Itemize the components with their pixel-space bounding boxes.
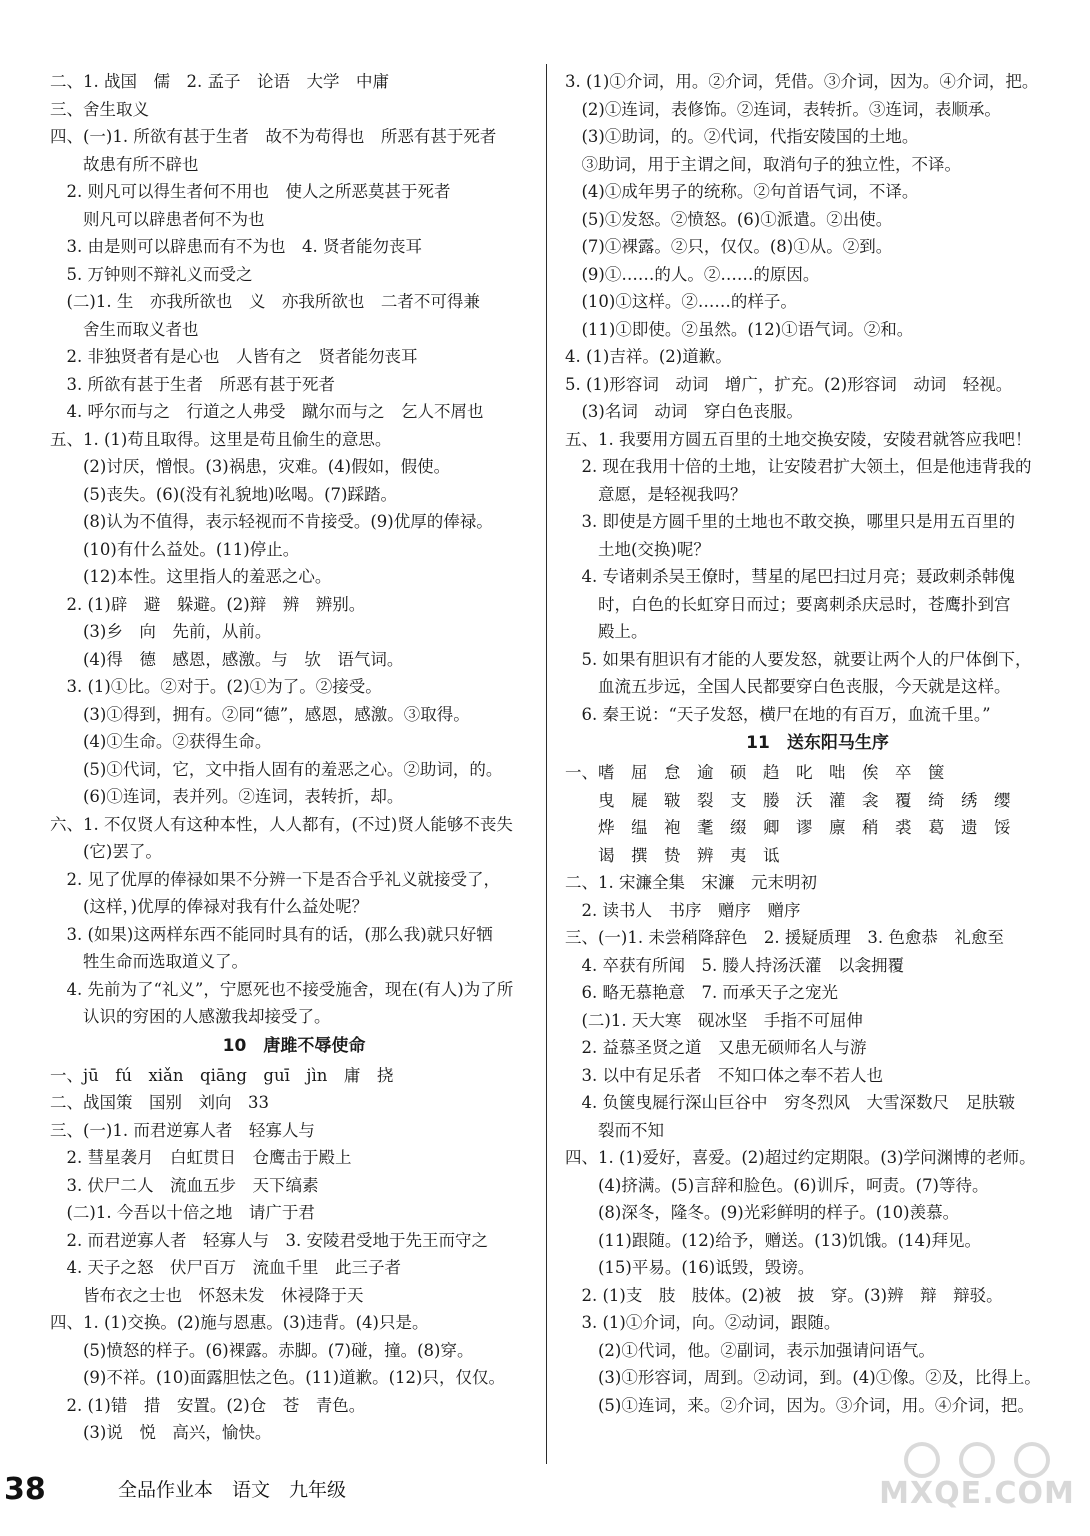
answer-line: 四、1. (1)交换。(2)施与恩惠。(3)违背。(4)只是。 xyxy=(50,1313,429,1332)
answer-line: (5)①连词，来。②介词，因为。③介词，用。④介词，把。 xyxy=(565,1395,1034,1415)
answer-line: 谒 撰 贽 辨 夷 诋 xyxy=(565,845,780,865)
answer-line: 皆布衣之士也 怀怒未发 休祲降于天 xyxy=(50,1285,364,1305)
answer-line: 4. 天子之怒 伏尸百万 流血千里 此三子者 xyxy=(50,1258,401,1277)
answer-line: (二)1. 生 亦我所欲也 义 亦我所欲也 二者不可得兼 xyxy=(50,292,480,311)
answer-line: 5. 如果有胆识有才能的人要发怒，就要让两个人的尸体倒下， xyxy=(565,649,1032,669)
answer-line: 四、1. (1)爱好，喜爱。(2)超过约定期限。(3)学问渊博的老师。 xyxy=(565,1148,1036,1167)
answer-line: 5. 万钟则不辩礼义而受之 xyxy=(50,264,253,284)
page-number: 38 xyxy=(4,1472,46,1507)
answer-line: 裂而不知 xyxy=(565,1120,664,1140)
answer-line: (11)跟随。(12)给予，赠送。(13)饥饿。(14)拜见。 xyxy=(565,1230,981,1250)
answer-line: 2. (1)错 措 安置。(2)仓 苍 青色。 xyxy=(50,1395,366,1415)
answer-line: (6)①连词，表并列。②连词，表转折，却。 xyxy=(50,787,404,806)
answer-line: 一、嗜 屈 怠 逾 硕 趋 叱 咄 俟 卒 箧 xyxy=(565,763,945,782)
answer-line: 4. 呼尔而与之 行道之人弗受 蹴尔而与之 乞人不屑也 xyxy=(50,402,484,421)
column-divider xyxy=(546,64,547,1464)
answer-line: 二、1. 宋濂全集 宋濂 元末明初 xyxy=(565,873,817,892)
answer-line: 故患有所不辟也 xyxy=(50,154,199,174)
answer-line: 2. 益慕圣贤之道 又患无硕师名人与游 xyxy=(565,1038,867,1057)
answer-line: 意愿，是轻视我吗？ xyxy=(565,484,747,504)
answer-line: (2)①代词，他。②副词，表示加强请问语气。 xyxy=(565,1340,935,1360)
answer-line: 2. (1)辟 避 躲避。(2)辩 辨 辨别。 xyxy=(50,594,366,614)
answer-line: 2. 则凡可以得生者何不用也 使人之所恶莫甚于死者 xyxy=(50,182,451,201)
answer-line: 五、1. 我要用方圆五百里的土地交换安陵，安陵君就答应我吧！ xyxy=(565,429,1032,449)
section-title: 10 唐雎不辱使命 xyxy=(222,1035,366,1056)
answer-line: (3)乡 向 先前，从前。 xyxy=(50,622,272,641)
answer-line: (8)深冬，隆冬。(9)光彩鲜明的样子。(10)羡慕。 xyxy=(565,1203,960,1222)
answer-line: (这样，)优厚的俸禄对我有什么益处呢？ xyxy=(50,897,369,916)
book-title: 全品作业本 语文 九年级 xyxy=(118,1479,347,1501)
left-column xyxy=(50,68,538,1447)
answer-line: (5)①发怒。②愤怒。(6)①派遣。②出使。 xyxy=(565,209,893,229)
answer-line: 血流五步远，全国人民都要穿白色丧服，今天就是这样。 xyxy=(565,677,1011,696)
answer-line: (4)①生命。②获得生命。 xyxy=(50,732,272,751)
answer-line: 6. 秦王说：“天子发怒，横尸在地的有百万，血流千里。” xyxy=(565,704,991,724)
answer-line: 3. (1)①介词，用。②介词，凭借。③介词，因为。④介词，把。 xyxy=(565,72,1039,91)
right-column xyxy=(565,68,1070,1419)
answer-line: (5)丧失。(6)(没有礼貌地)吆喝。(7)踩踏。 xyxy=(50,484,397,504)
answer-line: 则凡可以辟患者何不为也 xyxy=(50,209,265,229)
answer-line: 2. (1)支 肢 肢体。(2)被 披 穿。(3)辨 辩 辩驳。 xyxy=(565,1285,1003,1305)
answer-line: 3. (1)①比。②对于。(2)①为了。②接受。 xyxy=(50,677,382,696)
answer-line: (4)得 德 感恩，感激。与 欤 语气词。 xyxy=(50,649,404,669)
answer-line: 4. (1)吉祥。(2)道歉。 xyxy=(565,347,732,366)
answer-line: 5. (1)形容词 动词 增广，扩充。(2)形容词 动词 轻视。 xyxy=(565,374,1013,394)
answer-line: 2. 读书人 书序 赠序 赠序 xyxy=(565,900,801,920)
answer-line: (10)有什么益处。(11)停止。 xyxy=(50,539,300,559)
answer-line: 2. 见了优厚的俸禄如果不分辨一下是否合乎礼义就接受了， xyxy=(50,869,500,889)
answer-line: 2. 而君逆寡人者 轻寡人与 3. 安陵君受地于先王而守之 xyxy=(50,1230,488,1250)
answer-line: (3)①得到，拥有。②同“德”，感恩，感激。③取得。 xyxy=(50,704,470,724)
answer-line: 牲生命而选取道义了。 xyxy=(50,952,248,971)
answer-line: 五、1. (1)苟且取得。这里是苟且偷生的意思。 xyxy=(50,429,392,449)
answer-line: (它)罢了。 xyxy=(50,842,162,861)
watermark-seal-icon xyxy=(872,1440,1082,1480)
answer-line: (2)讨厌，憎恨。(3)祸患，灾难。(4)假如，假使。 xyxy=(50,457,451,476)
answer-line: 二、战国策 国别 刘向 33 xyxy=(50,1093,269,1112)
answer-line: ③助词，用于主谓之间，取消句子的独立性，不译。 xyxy=(565,154,961,174)
answer-line: (4)①成年男子的统称。②句首语气词，不译。 xyxy=(565,182,919,201)
answer-line: (10)①这样。②……的样子。 xyxy=(565,292,797,311)
answer-line: (9)不祥。(10)面露胆怯之色。(11)道歉。(12)只，仅仅。 xyxy=(50,1368,505,1387)
answer-line: 4. 卒获有所闻 5. 媵人持汤沃灌 以衾拥覆 xyxy=(565,955,904,975)
answer-line: 曳 屣 皲 裂 支 媵 沃 灌 衾 覆 绮 绣 缨 xyxy=(565,790,1011,810)
answer-line: 土地(交换)呢？ xyxy=(565,539,710,559)
answer-line: 舍生而取义者也 xyxy=(50,319,199,339)
answer-line: 二、1. 战国 儒 2. 孟子 论语 大学 中庸 xyxy=(50,72,389,91)
answer-line: 三、(一)1. 而君逆寡人者 轻寡人与 xyxy=(50,1120,315,1140)
answer-line: 4. 先前为了“礼义”，宁愿死也不接受施舍，现在(有人)为了所 xyxy=(50,979,514,999)
answer-line: 认识的穷困的人感激我却接受了。 xyxy=(50,1007,331,1026)
answer-line: (3)说 悦 高兴，愉快。 xyxy=(50,1423,272,1442)
answer-line: 3. (如果)这两样东西不能同时具有的话，(那么我)就只好牺 xyxy=(50,924,493,944)
section-title: 11 送东阳马生序 xyxy=(746,733,889,753)
answer-line: (3)①助词，的。②代词，代指安陵国的土地。 xyxy=(565,127,919,146)
answer-line: 2. 现在我用十倍的土地，让安陵君扩大领土，但是他违背我的 xyxy=(565,457,1032,476)
answer-line: (5)愤怒的样子。(6)裸露。赤脚。(7)碰，撞。(8)穿。 xyxy=(50,1340,474,1360)
answer-line: (7)①裸露。②只，仅仅。(8)①从。②到。 xyxy=(565,237,893,256)
answer-line: 三、舍生取义 xyxy=(50,99,149,119)
answer-line: 三、(一)1. 未尝稍降辞色 2. 援疑质理 3. 色愈恭 礼愈至 xyxy=(565,928,1004,947)
answer-line: (15)平易。(16)诋毁，毁谤。 xyxy=(565,1258,815,1277)
answer-line: 6. 略无慕艳意 7. 而承天子之宠光 xyxy=(565,983,838,1002)
answer-line: 4. 负箧曳屣行深山巨谷中 穷冬烈风 大雪深数尺 足肤皲 xyxy=(565,1093,1015,1112)
answer-line: (3)①形容词，周到。②动词，到。(4)①像。②及，比得上。 xyxy=(565,1368,1041,1387)
answer-line: 3. 即使是方圆千里的土地也不敢交换，哪里只是用五百里的 xyxy=(565,512,1015,531)
answer-line: 时，白色的长虹穿日而过；要离刺杀庆忌时，苍鹰扑到宫 xyxy=(565,594,1011,614)
answer-line: (12)本性。这里指人的羞恶之心。 xyxy=(50,567,332,586)
answer-line: 四、(一)1. 所欲有甚于生者 故不为苟得也 所恶有甚于死者 xyxy=(50,127,497,146)
answer-line: (二)1. 天大寒 砚冰坚 手指不可屈伸 xyxy=(565,1010,863,1030)
answer-line: (5)①代词，它，文中指人固有的羞恶之心。②助词，的。 xyxy=(50,759,503,779)
answer-line: 2. 非独贤者有是心也 人皆有之 贤者能勿丧耳 xyxy=(50,347,418,366)
answer-line: 3. 所欲有甚于生者 所恶有甚于死者 xyxy=(50,374,335,394)
watermark-text: MXQE.COM xyxy=(879,1476,1075,1511)
answer-line: 烨 缊 袍 耄 缀 卿 谬 廪 稍 裘 葛 遗 馁 xyxy=(565,818,1011,837)
answer-line: 一、jū fú xiǎn qiāng guī jìn 庸 挠 xyxy=(50,1065,394,1085)
answer-line: (二)1. 今吾以十倍之地 请广于君 xyxy=(50,1203,315,1222)
answer-line: (11)①即使。②虽然。(12)①语气词。②和。 xyxy=(565,319,914,339)
answer-line: 3. 以中有足乐者 不知口体之奉不若人也 xyxy=(565,1065,883,1085)
answer-line: 3. 由是则可以辟患而有不为也 4. 贤者能勿丧耳 xyxy=(50,237,422,256)
answer-line: (3)名词 动词 穿白色丧服。 xyxy=(565,402,803,421)
answer-line: (9)①……的人。②……的原因。 xyxy=(565,264,820,284)
answer-line: 2. 彗星袭月 白虹贯日 仓鹰击于殿上 xyxy=(50,1148,352,1167)
answer-line: 3. 伏尸二人 流血五步 天下缟素 xyxy=(50,1175,319,1195)
answer-line: (2)①连词，表修饰。②连词，表转折。③连词，表顺承。 xyxy=(565,99,1001,119)
watermark-logo xyxy=(872,1440,1082,1520)
answer-line: 4. 专诸刺杀吴王僚时，彗星的尾巴扫过月亮；聂政刺杀韩傀 xyxy=(565,567,1015,586)
answer-line: 殿上。 xyxy=(565,622,648,641)
answer-line: (8)认为不值得，表示轻视而不肯接受。(9)优厚的俸禄。 xyxy=(50,512,493,531)
answer-line: 六、1. 不仅贤人有这种本性，人人都有，(不过)贤人能够不丧失 xyxy=(50,814,513,834)
answer-line: (4)挤满。(5)言辞和脸色。(6)训斥，呵责。(7)等待。 xyxy=(565,1175,989,1195)
answer-line: 3. (1)①介词，向。②动词，跟随。 xyxy=(565,1313,841,1332)
